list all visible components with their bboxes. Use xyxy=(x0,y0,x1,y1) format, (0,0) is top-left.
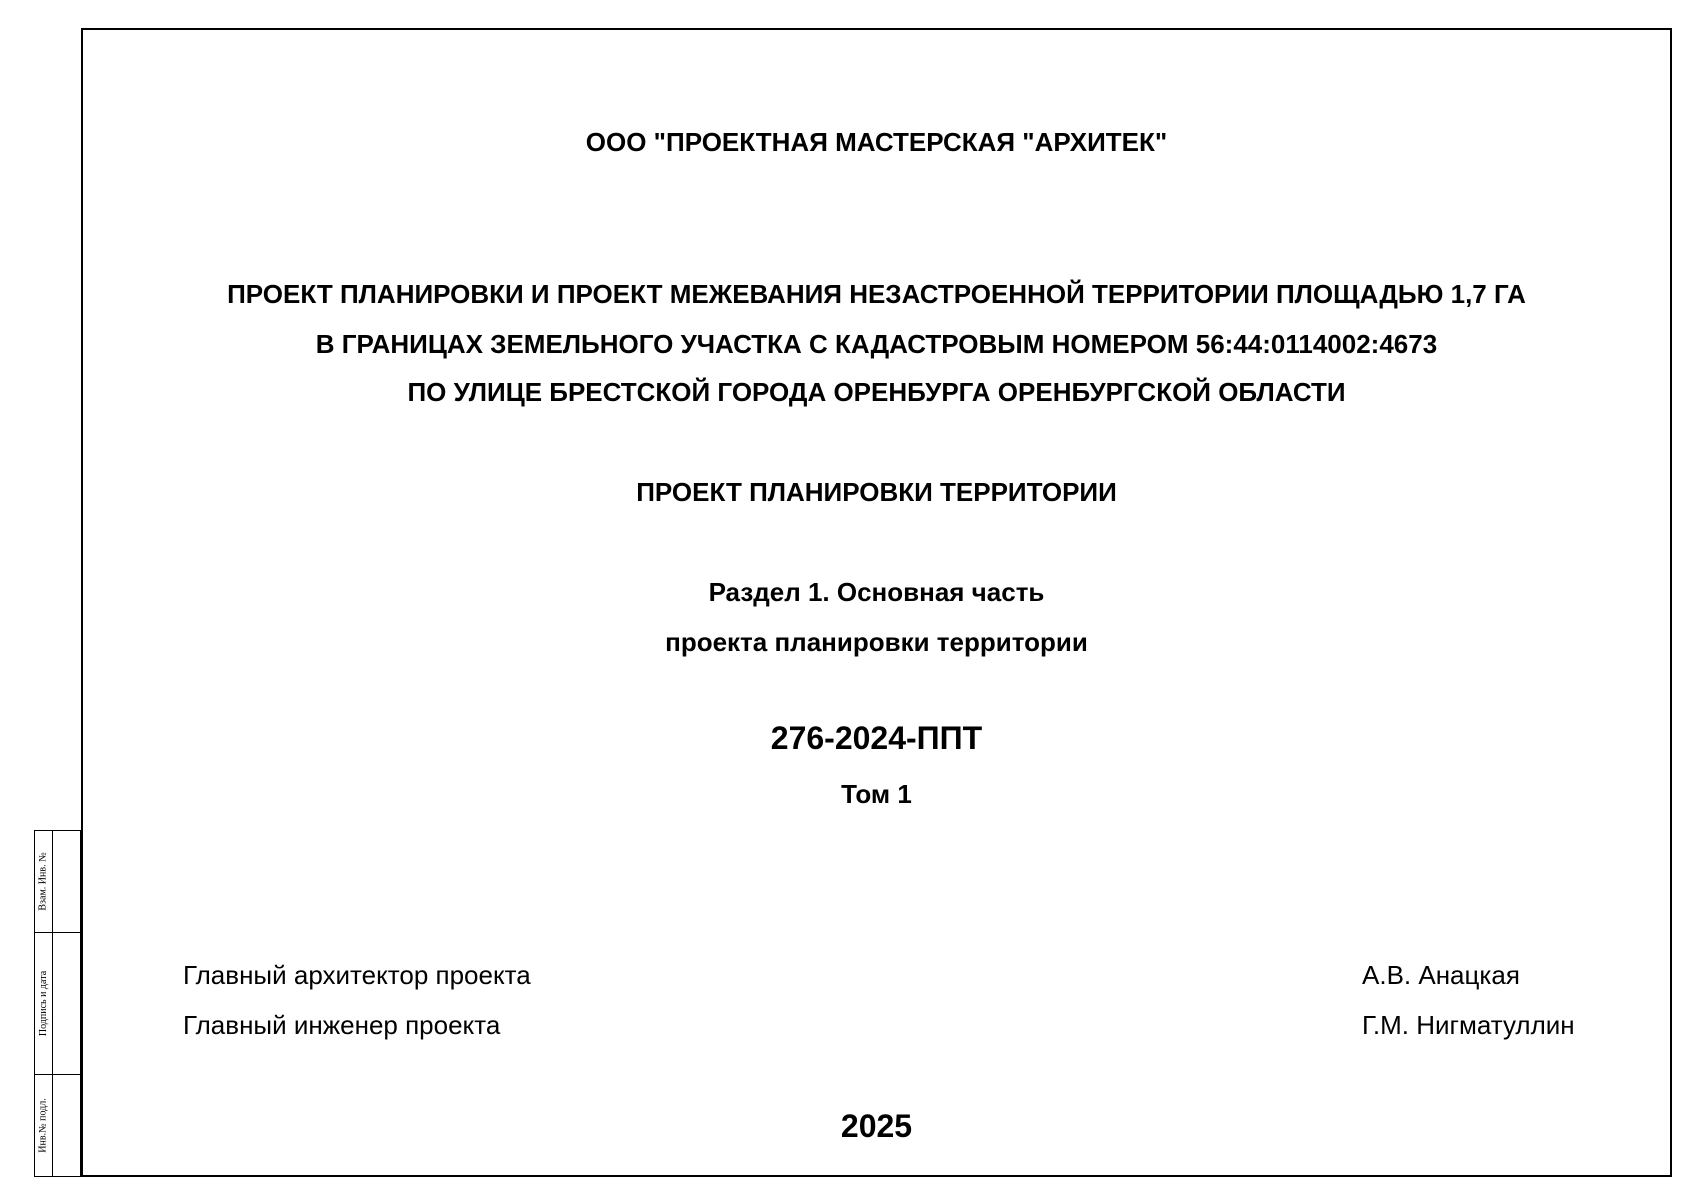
signature-name-chief-engineer: Г.М. Нигматуллин xyxy=(1362,1010,1575,1040)
stamp-label: Инв.№ подл. xyxy=(38,1097,50,1153)
stamp-cell-replacement-inventory xyxy=(35,831,52,932)
organization-name: ООО "ПРОЕКТНАЯ МАСТЕРСКАЯ "АРХИТЕК" xyxy=(585,127,1168,157)
stamp-cell-signature-date xyxy=(35,932,52,1074)
document-type: ПРОЕКТ ПЛАНИРОВКИ ТЕРРИТОРИИ xyxy=(636,477,1117,507)
document-code: 276-2024-ППТ xyxy=(770,720,983,756)
signature-role-chief-engineer: Главный инженер проекта xyxy=(183,1010,501,1040)
document-year: 2025 xyxy=(840,1108,913,1144)
section-title-line-1: Раздел 1. Основная часть xyxy=(708,577,1045,607)
project-title-line-1: ПРОЕКТ ПЛАНИРОВКИ И ПРОЕКТ МЕЖЕВАНИЯ НЕЗАСТРОЕННОЙ ТЕРРИТОРИИ ПЛОЩАДЬЮ 1,7 ГА xyxy=(227,279,1526,309)
volume-label: Том 1 xyxy=(841,779,912,809)
signature-role-chief-architect: Главный архитектор проекта xyxy=(183,960,531,990)
project-title-line-2: В ГРАНИЦАХ ЗЕМЕЛЬНОГО УЧАСТКА С КАДАСТРОВЫМ НОМЕРОМ 56:44:0114002:4673 xyxy=(315,329,1438,359)
stamp-label: Подпись и дата xyxy=(38,970,49,1036)
project-title-line-3: ПО УЛИЦЕ БРЕСТСКОЙ ГОРОДА ОРЕНБУРГА ОРЕНБУРГСКОЙ ОБЛАСТИ xyxy=(407,377,1346,407)
stamp-cell-original-inventory xyxy=(35,1074,52,1176)
stamp-label: Взам. Инв. № xyxy=(38,852,50,911)
section-title-line-2: проекта планировки территории xyxy=(665,627,1088,657)
stamp-vertical-divider xyxy=(52,831,53,1176)
approval-stamp xyxy=(34,830,81,1177)
signature-name-chief-architect: А.В. Анацкая xyxy=(1362,960,1520,990)
